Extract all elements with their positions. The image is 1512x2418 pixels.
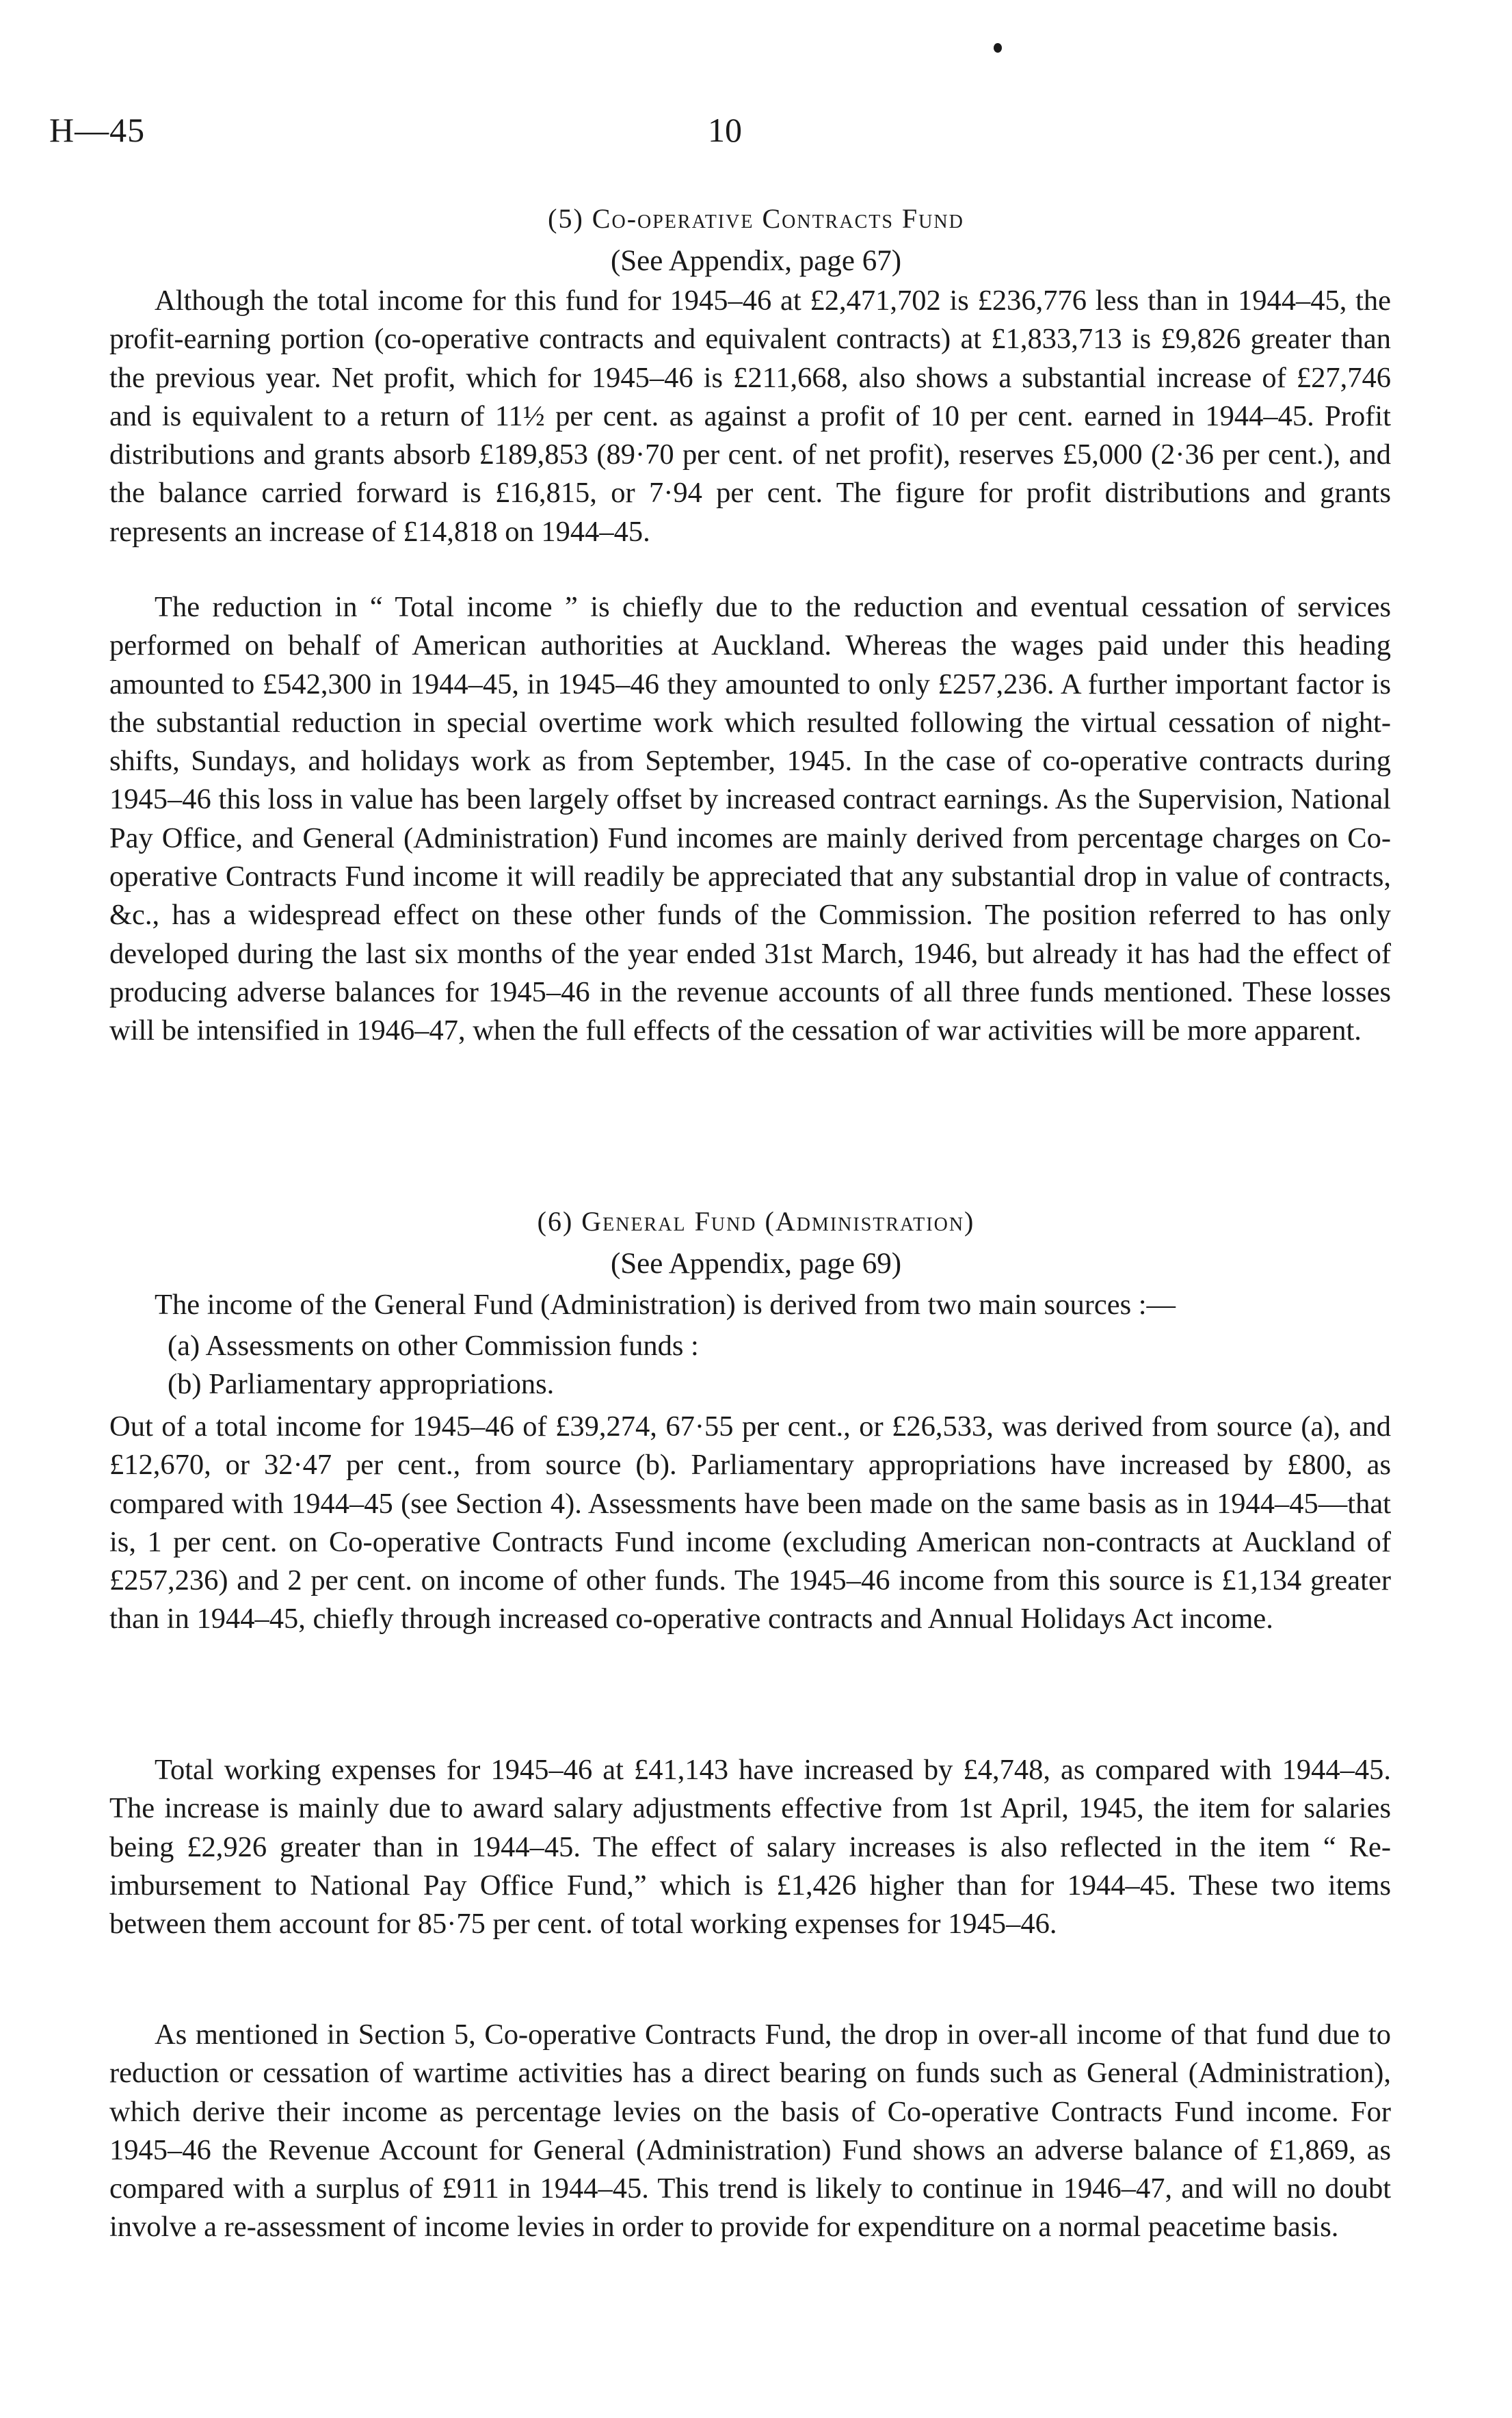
section-6-paragraph-2: Total working expenses for 1945–46 at £41,143 have increased by £4,748, as compared with 1944–45. The increase is mainly due to award salary adjustments effective from 1st April, 1945, the item for salaries being £2,926 greater than in 1944–45. The effect of salary increases is also reflected in the item “ Re-imbursement to National Pay Office Fund,” which is £1,426 higher than for 1944–45. These two items between them account for 85·75 per cent. of total working expenses for 1945–46.	[109, 1754, 1391, 1941]
page-reference: H—45	[49, 111, 146, 149]
section-5-paragraph-1: Although the total income for this fund for 1945–46 at £2,471,702 is £236,776 less than in 1944–45, the profit-earning portion (co-operative contracts and equivalent contracts) at £1,833,713 is £9,826 greater than the previous year. Net profit, which for 1945–46 is £211,668, also shows a substantial increase of £27,746 and is equivalent to a return of 11½ per cent. as against a profit of 10 per cent. earned in 1944–45. Profit distributions and grants absorb £189,853 (89·70 per cent. of net profit), reserves £5,000 (2·36 per cent.), and the balance carried forward is £16,815, or 7·94 per cent. The figure for profit distributions and grants represents an increase of £14,818 on 1944–45.	[109, 285, 1391, 548]
section-5-heading: (5) Co-operative Contracts Fund	[548, 203, 964, 234]
section-5-appendix-ref: (See Appendix, page 67)	[610, 245, 902, 277]
section-6-appendix-ref: (See Appendix, page 69)	[610, 1248, 902, 1280]
list-item-a: (a) Assessments on other Commission funds :	[168, 1330, 699, 1362]
page-number: 10	[708, 111, 742, 149]
section-6-paragraph-1: Out of a total income for 1945–46 of £39,274, 67·55 per cent., or £26,533, was derived from source (a), and £12,670, or 32·47 per cent., from source (b). Parliamentary appropriations have increased by £800, as compared with 1944–45 (see Section 4). Assessments have been made on the same basis as in 1944–45—that is, 1 per cent. on Co-operative Contracts Fund income (excluding American non-contracts at Auckland of £257,236) and 2 per cent. on income of other funds. The 1945–46 income from this source is £1,134 greater than in 1944–45, chiefly through increased co-operative contracts and Annual Holidays Act income.	[109, 1410, 1391, 1635]
section-6-heading: (6) General Fund (Administration)	[537, 1206, 975, 1237]
list-item-b: (b) Parliamentary appropriations.	[168, 1368, 555, 1400]
ink-mark	[994, 43, 1002, 53]
section-6-paragraph-3: As mentioned in Section 5, Co-operative Contracts Fund, the drop in over-all income of that fund due to reduction or cessation of wartime activities has a direct bearing on funds such as General (Administration), which derive their income as percentage levies on the basis of Co-operative Contracts Fund income. For 1945–46 the Revenue Account for General (Administration) Fund shows an adverse balance of £1,869, as compared with a surplus of £911 in 1944–45. This trend is likely to continue in 1946–47, and will no doubt involve a re-assessment of income levies in order to provide for expenditure on a normal peacetime basis.	[109, 2019, 1391, 2244]
section-6-intro: The income of the General Fund (Administration) is derived from two main sources :—	[155, 1289, 1176, 1321]
section-5-paragraph-2: The reduction in “ Total income ” is chiefly due to the reduction and eventual cessation of services performed on behalf of American authorities at Auckland. Whereas the wages paid under this heading amounted to £542,300 in 1944–45, in 1945–46 they amounted to only £257,236. A further important factor is the substantial reduction in special overtime work which resulted following the virtual cessation of night-shifts, Sundays, and holidays work as from September, 1945. In the case of co-operative contracts during 1945–46 this loss in value has been largely offset by increased contract earnings. As the Supervision, National Pay Office, and General (Administration) Fund incomes are mainly derived from percentage charges on Co-operative Contracts Fund income it will readily be appreciated that any substantial drop in value of contracts, &c., has a widespread effect on these other funds of the Commission. The position referred to has only developed during the last six months of the year ended 31st March, 1946, but already it has had the effect of producing adverse balances for 1945–46 in the revenue accounts of all three funds mentioned. These losses will be intensified in 1946–47, when the full effects of the cessation of war activities will be more apparent.	[109, 591, 1391, 1047]
